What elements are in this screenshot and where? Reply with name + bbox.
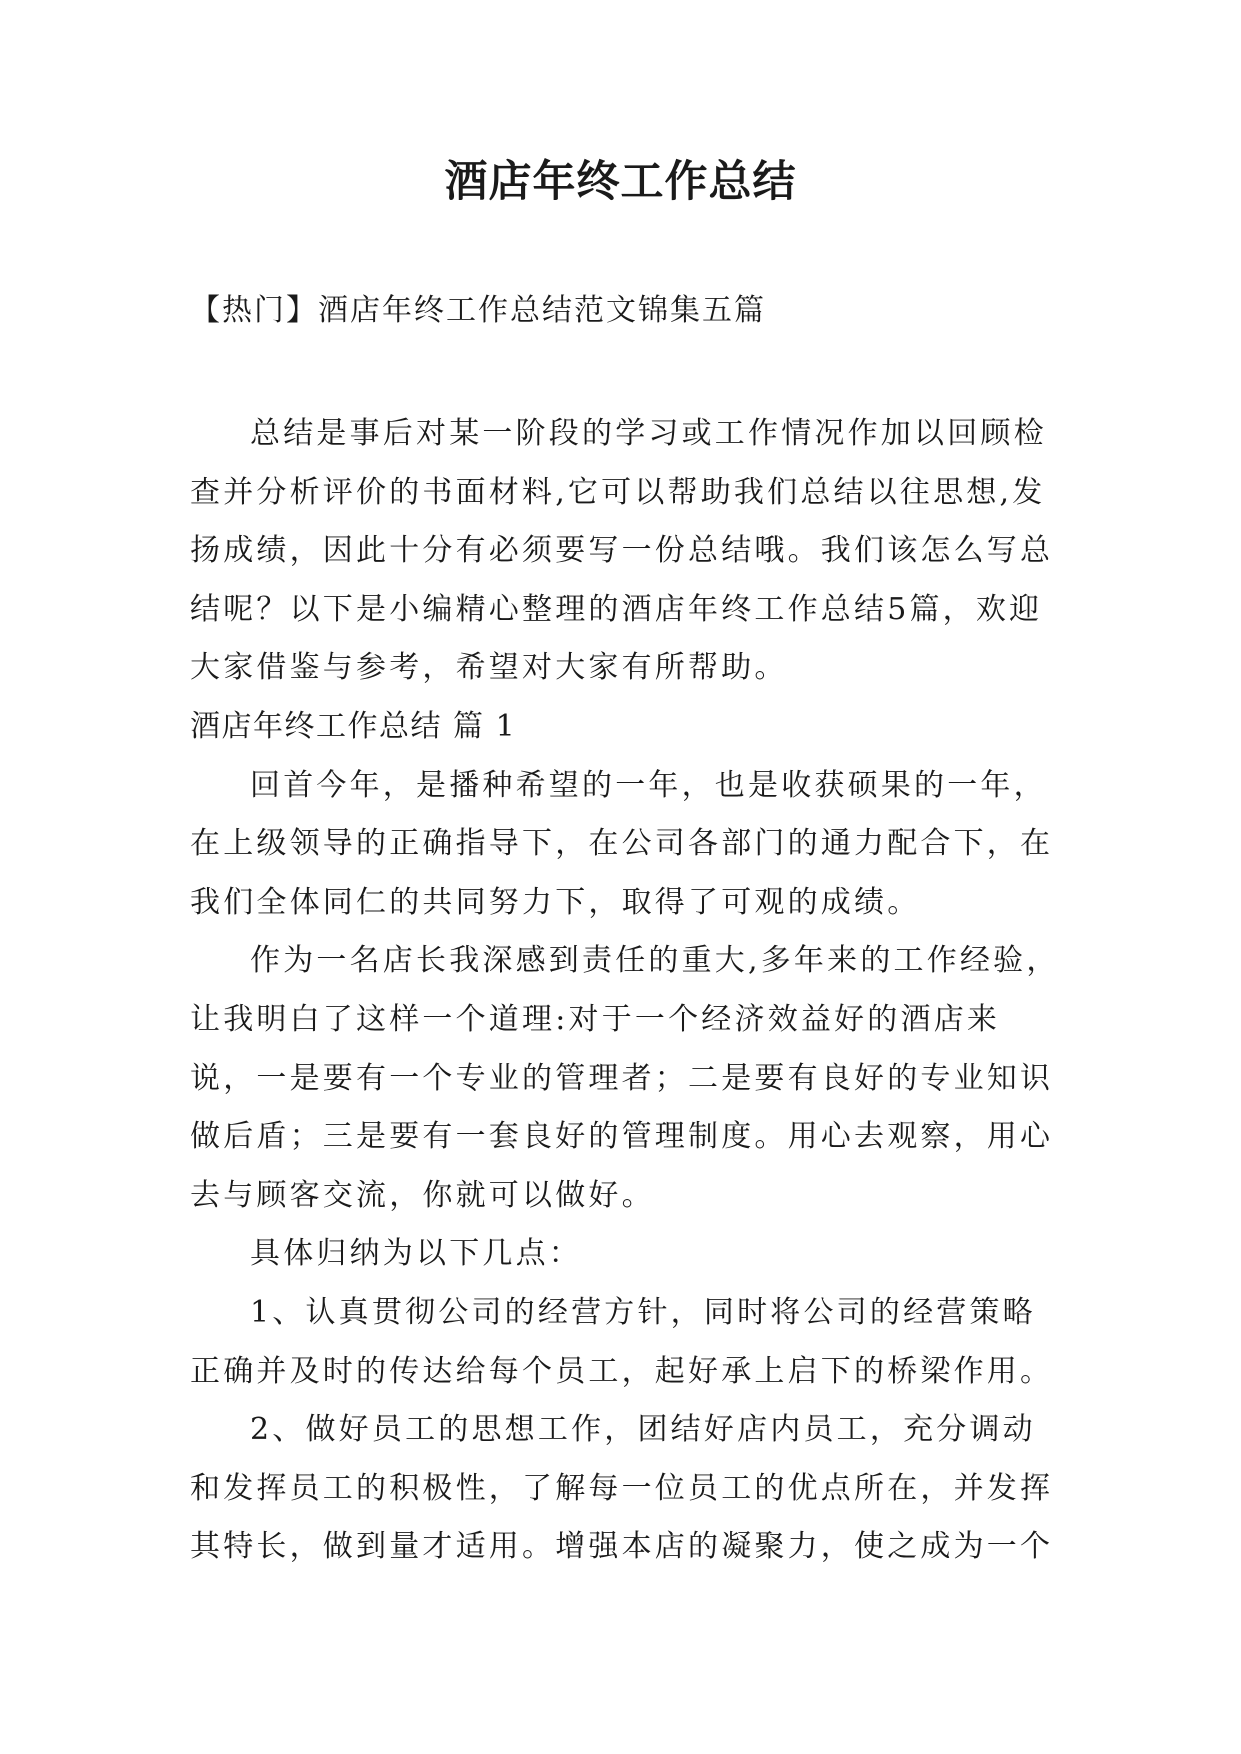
- list-item: 1、认真贯彻公司的经营方针，同时将公司的经营策略正确并及时的传达给每个员工，起好承上启下的桥梁作用。: [190, 1294, 1054, 1389]
- body-paragraph: 具体归纳为以下几点：: [250, 1236, 582, 1272]
- section-heading: 酒店年终工作总结 篇 1: [190, 708, 517, 744]
- document-body: [190, 405, 1060, 1577]
- intro-paragraph: 总结是事后对某一阶段的学习或工作情况作加以回顾检查并分析评价的书面材料,它可以帮助我们总结以往思想,发扬成绩，因此十分有必须要写一份总结哦。我们该怎么写总结呢？以下是小编精心整理的酒店年终工作总结5篇，欢迎大家借鉴与参考，希望对大家有所帮助。: [190, 416, 1054, 686]
- list-item: 2、做好员工的思想工作，团结好店内员工，充分调动和发挥员工的积极性，了解每一位员工的优点所在，并发挥其特长，做到量才适用。增强本店的凝聚力，使之成为一个: [190, 1412, 1054, 1565]
- document-title: 酒店年终工作总结: [444, 157, 797, 207]
- document-subtitle: 【热门】酒店年终工作总结范文锦集五篇: [190, 293, 766, 328]
- body-paragraph: 回首今年，是播种希望的一年，也是收获硕果的一年，在上级领导的正确指导下，在公司各部门的通力配合下，在我们全体同仁的共同努力下，取得了可观的成绩。: [190, 767, 1054, 920]
- body-paragraph: 作为一名店长我深感到责任的重大,多年来的工作经验，让我明白了这样一个道理:对于一个经济效益好的酒店来说，一是要有一个专业的管理者；二是要有良好的专业知识做后盾；三是要有一套良好的管理制度。用心去观察，用心去与顾客交流，你就可以做好。: [190, 943, 1060, 1213]
